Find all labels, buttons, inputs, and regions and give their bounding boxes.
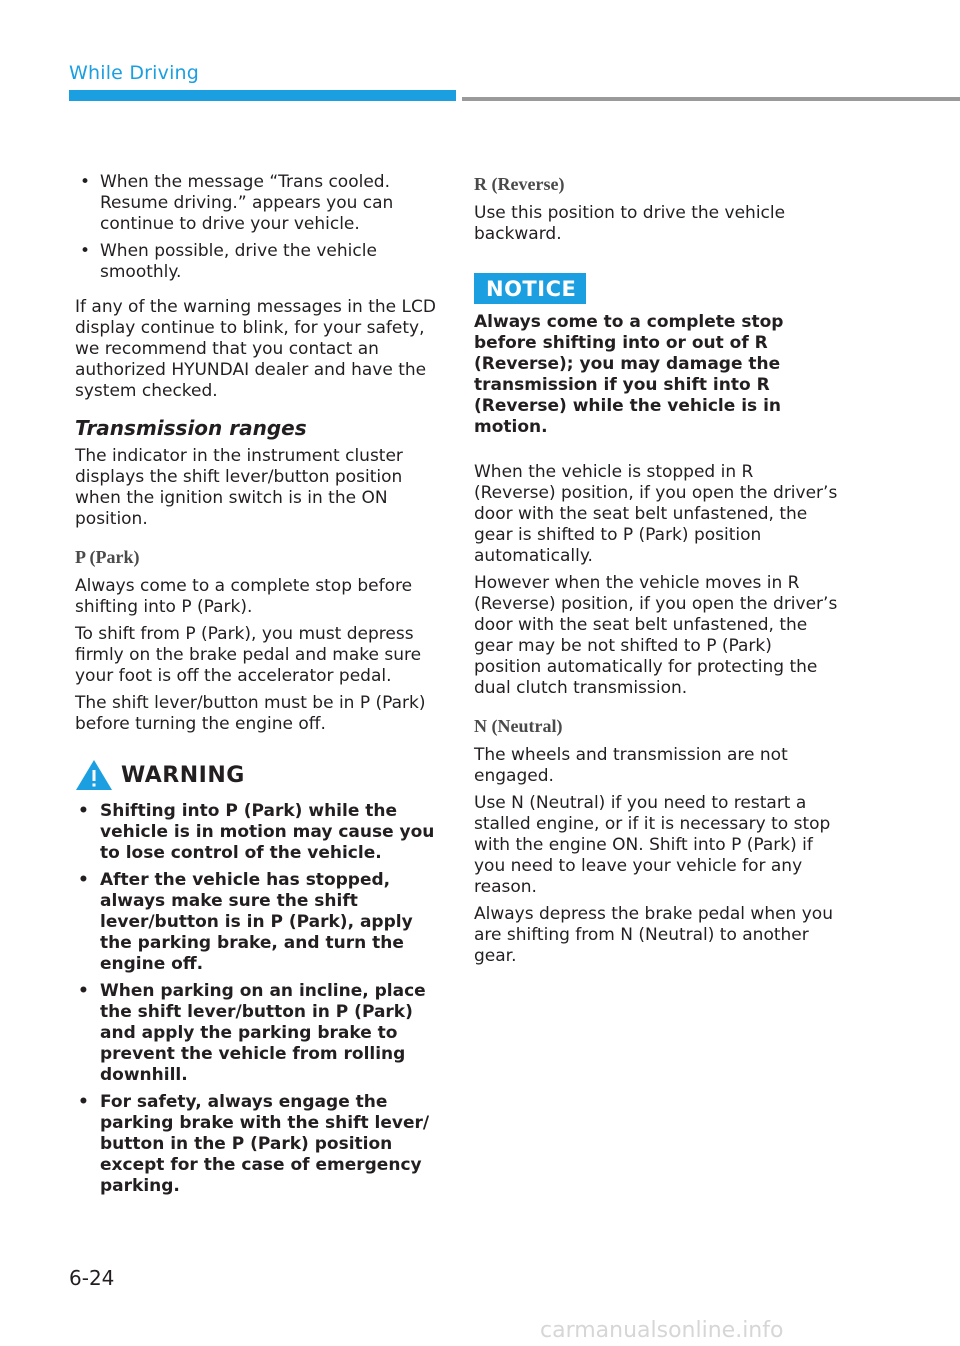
park-paragraph-1: Always come to a complete stop before shifting into P (Park). [75,576,413,617]
section-heading: Transmission ranges [75,416,307,440]
section-intro: The indicator in the instrument cluster displays the shift lever/button position when the ignition switch is in the ON position. [75,446,403,529]
bullet-icon: • [78,981,89,1001]
list-item: • When the message “Trans cooled. Resume driving.” appears you can continue to drive your vehicle. [80,172,394,234]
header-rule-accent [69,90,456,101]
warning-list [75,801,437,1197]
park-paragraph-3: The shift lever/button must be in P (Park) before turning the engine off. [75,693,426,734]
list-item: • For safety, always engage the parking brake with the shift lever/ button in the P (Park) position except for the case of emergency parking. [78,1092,430,1196]
neutral-paragraph-2: Use N (Neutral) if you need to restart a stalled engine, or if it is necessary to stop with the engine ON. Shift into P (Park) if you need to leave your vehicle for any reason. [474,793,831,897]
bullet-icon: • [80,241,91,261]
notice-text: Always come to a complete stop before shifting into or out of R (Reverse); you may damage the transmission if you shift into R (Reverse) while the vehicle is in motion. [474,312,784,437]
warning-triangle-icon [75,759,113,791]
list-item: • After the vehicle has stopped, always make sure the shift lever/button is in P (Park), apply the parking brake, and turn the engine off. [78,870,413,974]
bullet-icon: • [78,801,89,821]
neutral-heading: N (Neutral) [474,716,563,736]
header-rule-gray [462,97,960,101]
reverse-paragraph-1: Use this position to drive the vehicle backward. [474,203,786,244]
cooling-bullets [75,172,437,283]
neutral-paragraph-3: Always depress the brake pedal when you are shifting from N (Neutral) to another gear. [474,904,833,966]
park-heading: P (Park) [75,547,140,567]
right-column [474,173,838,973]
neutral-paragraph-1: The wheels and transmission are not engaged. [474,745,788,786]
park-paragraph-2: To shift from P (Park), you must depress firmly on the brake pedal and make sure your foot is off the accelerator pedal. [75,624,422,686]
watermark: carmanualsonline.info [540,1318,784,1343]
reverse-paragraph-2: When the vehicle is stopped in R (Reverse) position, if you open the driver’s door with the seat belt unfastened, the gear is shifted to P (Park) position automatically. [474,462,838,566]
notice-label: NOTICE [474,273,586,304]
bullet-icon: • [78,1092,89,1112]
running-header: While Driving [69,62,200,84]
reverse-paragraph-3: However when the vehicle moves in R (Reverse) position, if you open the driver’s door with the seat belt unfastened, the gear may be not shifted to P (Park) position automatically for protecting the dual clutch transmission. [474,573,838,698]
left-column [75,172,437,1203]
warning-header [75,759,437,791]
page-number: 6-24 [69,1266,115,1290]
warning-messages-paragraph: If any of the warning messages in the LCD display continue to blink, for your safety, we recommend that you contact an authorized HYUNDAI dealer and have the system checked. [75,297,436,401]
list-item: • When possible, drive the vehicle smoothly. [80,241,377,282]
reverse-heading: R (Reverse) [474,174,565,194]
warning-label: WARNING [121,762,245,788]
list-item: • Shifting into P (Park) while the vehicle is in motion may cause you to lose control of the vehicle. [78,801,435,863]
bullet-icon: • [80,172,91,192]
bullet-icon: • [78,870,89,890]
list-item: • When parking on an incline, place the shift lever/button in P (Park) and apply the parking brake to prevent the vehicle from rolling downhill. [78,981,426,1085]
